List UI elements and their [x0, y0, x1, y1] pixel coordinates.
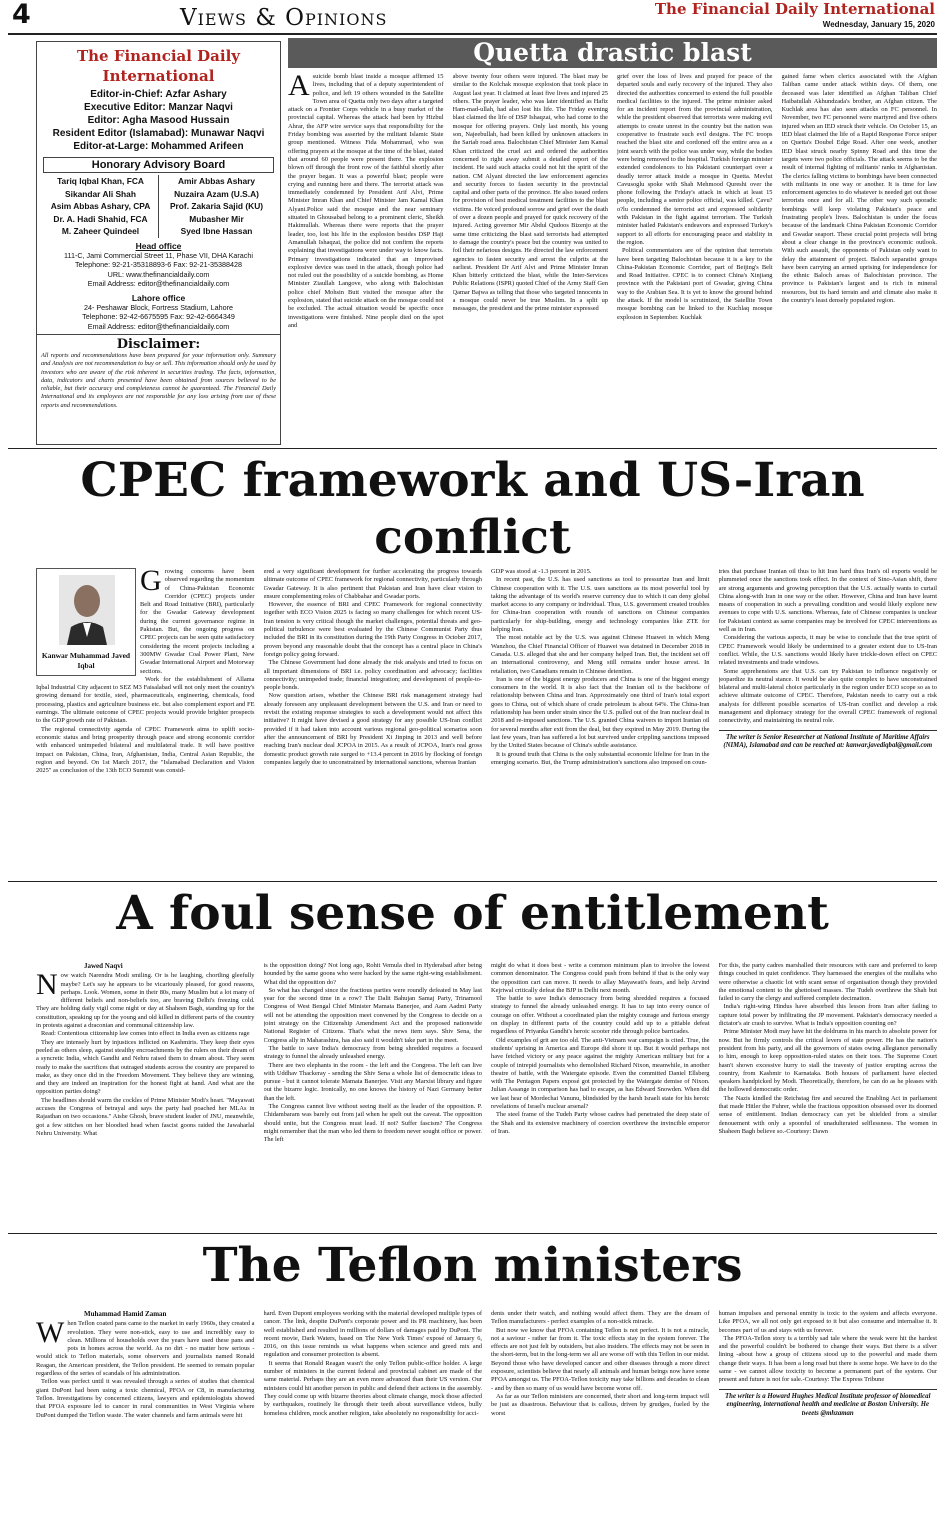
header-date: Wednesday, January 15, 2020 — [822, 20, 935, 29]
section-title: Views & Opinions — [180, 5, 388, 31]
paragraph: might do what it does best - write a common minimum plan to involve the lowest common denominator. The Congress could push from behind if that is the only way the opposition cart can move. It needs to allay Mayawati's fears, and help Arvind Kejriwal critically defeat the BJP in Delhi next month. — [491, 962, 710, 994]
email-line: Email Address: editor@thefinancialdaily.com — [87, 279, 230, 288]
paragraph: India's right-wing Hindus have absorbed this lesson from Iran after failing to capture total power by infiltrating the JP movement. Pakistan's democracy needed a dictator's air crash to survive. What is India's opposition counting on? — [718, 1003, 937, 1028]
byline: Muhammad Hamid Zaman — [84, 1310, 167, 1318]
lahore-office-address — [37, 303, 280, 332]
executive-editor: Executive Editor: Manzar Naqvi — [84, 102, 233, 113]
paragraph: hard. Even Dupont employees working with the material developed multiple types of cancer. The link, despite DuPont's corporate power and its PR machinery, has been well established and resulted in millions of dollars of damages paid by DuPont. The recent movie, Dark Waters, based on The New York Times' exposé of January 6, 2016, on this issue reminds us what happens when science and greed mix and regulation and consumer protection is absent. — [263, 1310, 482, 1359]
paragraph: Political commentators are of the opinion that terrorists have been targeting Balochistan because it is a key to the China-Pakistan Economic Corridor, part of Beijing's Belt and Road Initiative. CPEC is to connect China's Xinjiang province with the Pakistani port of Gwadar, giving China way to the Arabian Sea. It is yet to know the ground behind the attack. If the model is scrutinized, the Satellite Town mosque bombing can be linked to the Kuchlaq mosque explosion in September. Kuchlak — [617, 247, 773, 321]
board-member: Syed Ibne Hassan — [180, 226, 253, 236]
dropcap: G — [140, 568, 162, 597]
lahore-office-title: Lahore office — [131, 292, 186, 303]
paragraph: tries that purchase Iranian oil thus to hit Iran hard thus Iran's oil exports would be plummeted once the sanctions took effect. In the context of Sino-Asian shift, there are strong arguments and growing perception that the U.S. actually wants to curtail China along-with Iran in one way or the other. However, China and Iran have learnt means of cooperation in such a prevailing condition and would likely explore new avenues to cope with U.S. sanctions. Whereas, fate of Chinese companies is unclear for Pakistani context as same companies may be involved for CPEC interventions as well as in Iran. — [718, 568, 937, 634]
paragraph: The steel frame of the Tudeh Party whose cadres had penetrated the deep state of the Shah and its extensive machinery of coercion overthrew the invincible emperor of Iran. — [491, 1111, 710, 1135]
paragraph: They are intensely hurt by injustices inflicted on Kashmiris. They keep their eyes peeled as others sleep, against stealthy encroachments by the rulers on their dream of a syncretic India, which Gandhi and Nehru raised them to dream about. They seem ready to make the sacrifices that outraged students across the country are prepared to make, as they once did in the Freedom Movement. They believe they are winning, and they are indeed an inspiration for the honest fight at hand. And what are the opposition parties doing? — [36, 1038, 255, 1096]
quetta-title-banner — [288, 38, 937, 68]
paragraph: There are two elephants in the room - the left and the Congress. The left can live with Uddhav Thackeray - sending the Shiv Sena a whole list of democratic ideas to pursue - but it cannot tolerate Mamata Banerjee. Visit any Marxist library and figure out the bizarre logic. Ironically, no one knows the history of Nazi Germany better than the left. — [263, 1061, 482, 1102]
paragraph: As far as our Teflon ministers are concerned, their short and long-term impact will be just as disastrous. Behaviour that is callous, driven by grudges, fueled by the worst — [491, 1392, 710, 1417]
article-column — [719, 962, 938, 1230]
paragraph: suicide bomb blast inside a mosque affirmed 15 lives, including that of a deputy superintendent of police, and left 19 others wounded in the Satellite Town area of Quetta only two days after a targeted attack on a Frontier Corps vehicle in a busy market of the provincial capital. Whereas the attack had been by Hizbul Ahrar, the AFP wire service says that responsibility for the Friday bombing was asserted by the militant Islamic State group mentioned. Witness Fida Mohammad, who was offering prayers at the mosque at the time of the blast, stated that around 60 people were present there. The explosion blown off through the front row of the faithful shortly after the prayer began. It was a powerful blast; people were crying and running here and there. The terrorist attack was immediately condemned by President Arif Alvi, Prime Minister Imran Khan and Chief Minister Jam Kamal Khan Alyani.Police said the mosque and the near seminary situated in Ghousabad belong to a prominent cleric, Sheikh Hakimullah. Whereas there were reports that the prayer leader, too, lost his life in the explosion besides DSP Haji Amanullah Ishaqzai, the police did not confirm the reports explaining that investigations were under way to know facts. Primary investigations indicated that an improvised explosive device was used in the attack, though police had not ruled out the possibility of a suicide bombing, as Home Minister Ziaullah Langove, who along with Balochistan police chief Mohsin Butt visited the mosque after the explosion, stated that suicide attack on the mosque could not be excluded. The actual situation would be specific once investigations were finished. Nine people died on the spot and — [288, 73, 444, 329]
paragraph: So what has changed since the fractious parties were roundly defeated in May last year for the second time in a row? The Dalit Bahujan Samaj Party, Trinamool Congress of West Bengal Chief Minister Mamata Banerjee, and Aam Aadmi Party will not be attending the opposition meet convened by the Congress to decide on a joint strategy on the Citizenship Amendment Act and the proposed nationwide National Register of Citizens. That's what the news item says. Shiv Sena, the Congress ally in Maharashtra, has also said it wouldn't take part in the meet. — [263, 986, 482, 1044]
article-column — [617, 73, 773, 445]
article-column — [36, 1310, 255, 1516]
paragraph: For this, the party cadres marshalled their resources with care and preferred to keep things couched in quiet confidence. They harnessed the energies of the mullahs who were otherwise a chaotic lot with scant sense of organisation though they provided the emotional content to the ghettoised masses. The Tudeh overthrew the Shah but failed to carry the clergy and suffered complete decimation. — [718, 962, 937, 1003]
paragraph: The PFOA-Teflon story is a terribly sad tale where the weak were hit the hardest and the powerful couldn't be bothered to change their ways. But there is a silver lining -about how a group of citizens stood up to the powerful and made them change their ways. It has been a long road but there is some hope. We have to do the same - we cannot allow toxicity to become a permanent part of the system. Our present and future is not for sale.-Courtesy: The Express Tribune — [718, 1334, 937, 1384]
page-header — [0, 0, 945, 34]
paragraph: Iran is one of the biggest energy producers and China is one of the biggest energy consumers in the world. It is also fact that the Iranian oil is the backbone of relationship between China and Iran. Approximately one third of Iran's total export goes to China, out of which share of crude petroleum is about 64%. The China-Iran relationship has been under strain since the U.S. pulled out of the Iran nuclear deal in 2018 and re-imposed sanctions. The U.S. granted China waivers to import Iranian oil for several months after exit from the deal, but they expired in May 2019. During the last few years, Iran has suffered a lot but survived under crippling sanctions imposed by the United States because of China's subtle assistance. — [491, 675, 710, 750]
article-column — [264, 568, 483, 878]
paragraph: The Congress cannot live without seeing itself as the leader of the opposition. P. Chidambaram was barely out from jail when he spelt out the caveat. The opposition should unite, but the Congress must lead. If not? Suffer fascism? The Congress might remember that the man who led them to freedom never sought office or power. The left — [263, 1103, 482, 1144]
paragraph: In recent past, the U.S. has used sanctions as tool to pressurize Iran and limit Chinese cooperation with it. The U.S. uses sanctions as its most powerful tool by taking the advantage of its world's reserve currency due to which it can deny global market access to any company or individual. Thus, U.S. government created troubles for China-Iran cooperation with rounds of sanctions on Chinese companies particularly for ship-building, energy and technology companies like ZTE for helping Iran. — [491, 576, 710, 634]
article-column — [491, 962, 710, 1230]
masthead-box — [36, 41, 281, 445]
article-column — [782, 73, 938, 445]
editor-at-large: Editor-at-Large: Mohammed Arifeen — [73, 141, 244, 152]
paragraph: The regional connectivity agenda of CPEC Framework aims to uplift socio-economic status and bring prosperity through peace and strong economic corridor with enhanced unimpeded bilateral and multilateral trade. It will have positive impact on Pakistan, China, Iran, Afghanistan, India, Central Asian Republic, the region and beyond. On 1st March 2017, the "Islamabad Declaration and Vision 2025" as conclusion of the 13th ECO Summit was consid- — [36, 725, 255, 775]
quetta-article — [288, 73, 937, 445]
article-column — [491, 1310, 710, 1516]
head-office-address — [37, 251, 280, 289]
paragraph: The headlines should warm the cockles of Prime Minister Modi's heart. "Mayawati accuses the Congress of betrayal and says the party had poached her MLAs in Rajasthan on two occasions." Aishe Ghosh, brave student leader of JNU, meanwhile, got a few stitches on her bloodied head when fascist goons raided the Jawaharlal Nehru University. What — [36, 1096, 255, 1137]
advisory-board — [43, 175, 274, 238]
paragraph: Some apprehensions are that U.S. can try Pakistan to influence negatively or jeopardize its neutral stance. It would be also quite complex to have unconstrained bilateral and multi-lateral choice particularly in the region under ECO scope so as to achieve ultimate outcome of CPEC. Therefore, Pakistan needs to carry out a risk analysis for different possible scenarios of US-Iran conflict and develop a risk management and diplomacy strategy for the overall CPEC framework of regional connectivity, and maintaining its neutral role. — [718, 667, 937, 725]
board-member: Asim Abbas Ashary, CPA — [50, 201, 151, 211]
phone-line: Telephone: 92-21-35318893-6 Fax: 92-21-35388428 — [74, 260, 243, 269]
article-column — [719, 1310, 938, 1516]
article-column — [491, 568, 710, 878]
paragraph: Now question arises, whether the Chinese BRI risk management strategy had already foreseen any unpleasant development between the U.S. and Iran or need to revisit the existing response strategies to such a development would not affect this initiative? It might have devised a good strategy for any possible US-Iran conflict provided if it had taken into account various regional geo-political scenarios soon after the announcement of BRI by President Xi Jinping in 2013 and well before reaching Iran's nuclear deal JCPOA in 2015. As a result of JCPOA, Iran's real gross domestic product growth rate surged to +13.4 percent in 2016 by flocking of foreign companies largely due to unconstrained by international sanctions, whereas Iranian — [263, 692, 482, 766]
paragraph: dents under their watch, and nothing would affect them. They are the dream of Teflon manufacturers - perfect examples of a non-stick miracle. — [491, 1310, 710, 1326]
board-member: Sikandar Ali Shah — [65, 188, 136, 199]
header-paper-name: The Financial Daily International — [654, 0, 935, 18]
board-right — [159, 175, 274, 238]
paragraph: The Nazis kindled the Reichstag fire and secured the Enabling Act in parliament that made Hitler the Fuhrer, while the fractious opposition obsessed over its doomed sense of entitlement. Indian democracy can yet be shielded from a similar denouement with only a spoonful of unadulterated selflessness. The women in Shaheen Bagh believe so.-Courtesy: Dawn — [718, 1094, 937, 1135]
board-left — [43, 175, 159, 238]
paragraph: above twenty four others were injured. The blast may be similar to the Kolchak mosque explosion that took place in August last year. It claimed at least five lives and injured 25 others. The prayer leader, who was later identified as Hafiz Ham-mad-ullah, had also lost his life. The Friday evening blast claimed the life of DSP Ishaqzai, who had come to the mosque for offering prayers. Only last month, his young son, Najeebullah, had been killed by unknown attackers in the Sariab road area. Balochistan Chief Minister Jam Kamal Khan criticized the cruel act and ordered the authorities concerned to right away submit a detailed report of the incident. He said such attacks could not hit the spirit of the nation. CM Alyani directed the law enforcement agencies and security forces to fasten security in the provincial capital and other parts of the province. He also issued orders for provision of best medical treatment facilities to the blast victims. He voiced profound sorrow and grief over the death of over a dozen people and prayed for quick recovery of the injured. Acting governor Mir Abdul Qudoos Bizenjo at the same time criticizing the blast said terrorists had attempted to damage the country's peace but the country was united to foil their nefarious designs. He directed the law enforcement agencies to fasten security and arrest the culprits at the earliest. President Dr Arif Alvi and Prime Minister Imran Khan bitterly criticized the blast, while the Inter-Services Public Relations (ISPR) quoted Chief of the Army Staff Gen Qamar Bajwa as telling that those who targeted innocents in a mosque could never be true Muslim. In a split up messages, the president and the prime minister expressed — [452, 73, 608, 313]
paragraph: gained fame when clerics associated with the Afghan Taliban came under attack within days. Of them, one deceased was later identified as Afghan Taliban Chief Haibatullah Akhundzada's brother, an Afghan citizen. The Kuchlak area has also seen attacks on FC personnel. In November, two FC personnel were martyred and five others injured when an IED struck their vehicle. On October 15, an IED blast claimed the life of a Rapid Response Force sniper on Quetta's Doubel Edge Road. After one week, another IED blast struck nearby Spinny Road and this time the targets were two police officials. The attack seems to be the result of internal fighting of militants' ranks in Afghanistan. The clerics falling victims to bombings have been connected with militants in one way or another. It is time for law enforcement agencies to do whatever is needed get out those terrorists once and for all. The other way such sporadic bombings will keep violating Pakistan's peace and frustrating people's lives. Balochistan is under the focus because of the landmark China Pakistan Economic Corridor and Gwadar seaport. These crucial point projects will bring about a clear change in the province's economic outlook. With such assault, the opponents of Pakistan only want to delay the attainment of project. Baloch separatist groups have been carrying an armed uprising for independence for the ethnic Baloch areas of Balochistan province. The province is Pakistan's largest and is rich in mineral resources, but its hard terrain and arid climate also make it the country's least densely populated region. — [781, 73, 937, 305]
address-line: 111-C, Jami Commercial Street 11, Phase VII, DHA Karachi — [64, 250, 253, 260]
dropcap: A — [288, 73, 310, 102]
board-member: Amir Abbas Ashary — [177, 176, 256, 186]
article-column — [36, 962, 255, 1230]
page-number: 4 — [12, 0, 31, 30]
paragraph: The Chinese Government had done already the risk analysis and tried to focus on all important dimensions of BRI i.e. policy coordination and advocacy; facilities connectivity; unimpeded trade; financial integration; and development of people-to-people bonds. — [263, 659, 482, 692]
board-member: Prof. Zakaria Sajid (KU) — [169, 201, 264, 211]
cpec-columns — [36, 568, 937, 878]
paragraph: Teflon was perfect until it was revealed through a series of studies that chemical giant DuPont had been using a toxic chemical, PFOA or C8, in manufacturing Teflon. Investigations by concerned citizens, lawyers and epidemiologists showed that PFOA exposure led to cancer in rural communities in West Virginia where DuPont dumped the Teflon waste. The water channels and farm animals were hit — [36, 1378, 255, 1419]
paragraph: is the opposition doing? Not long ago, Rohit Vemula died in Hyderabad after being hounded by the same goons who were backed by the same right-wing establishment. What did the opposition do? — [263, 962, 482, 986]
board-member: Dr. A. Hadi Shahid, FCA — [53, 213, 148, 224]
paragraph: The battle to save India's democracy from being shredded requires a focused strategy to funnel the already unleashed energy. It has to tap into every ounce of courage on offer. Without a coordinated plan the mighty courage and furious energy on display in different parts of the country could add up to a pitiable defeat regardless of Priyanka Gandhi's heroic scooter ride through police barricades. — [491, 995, 710, 1036]
url-line: URL: www.thefinancialdaily.com — [107, 269, 210, 279]
paragraph: It seems that Ronald Reagan wasn't the only Teflon public-office holder. A large number of ministers in the current federal and provincial cabinet are made of the same material. Perhaps they are an even more advanced than their US version. Our ministers could hit another person in public and defend their actions in the assembly. They could come up with bizarre theories about climate change, mock those affected by earthquakes, routinely lie through their teeth about surveillance videos, bully homeless children, mock another religion, take absolutely no responsibility for acci- — [263, 1359, 482, 1417]
author-note: The writer is a Howard Hughes Medical Institute professor of biomedical engineering, international health and medicine at Boston University. He tweets @mhzaman — [719, 1389, 938, 1419]
address-line: 24- Peshawar Block, Fortress Stadium, Lahore — [83, 302, 233, 312]
advisory-board-title: Honorary Advisory Board — [43, 157, 274, 173]
email-line: Email Address: editor@thefinancialdaily.com — [87, 321, 230, 331]
foul-headline: A foul sense of entitlement — [116, 886, 829, 941]
paragraph: GDP was stood at -1.3 percent in 2015. — [491, 568, 592, 575]
byline: Jawed Naqvi — [84, 962, 123, 970]
teflon-article — [36, 1310, 937, 1516]
paragraph: Prime Minister Modi may have hit the doldrums in his march to absolute power for now. But he firmly controls the critical levers of state power. He has the nation's president from his party, and all the governors of states owing allegiance personally to him, enough to keep opposition-ruled states on their toes. The Supreme Court hasn't shown excessive hurry to stall the travesty of justice erupting across the country, from Kashmir to Karnataka. Both houses of parliament have elected speakers handpicked by Modi. Theoretically, therefore, he can do as he pleases with the hollowed democratic order. — [718, 1028, 937, 1094]
article-column — [453, 73, 609, 445]
paragraph: The battle to save India's democracy from being shredded requires a focused strategy to funnel the already unleashed energy. — [263, 1044, 482, 1061]
article-column — [36, 568, 255, 878]
foul-article — [36, 962, 937, 1230]
photo-spacer — [36, 568, 140, 680]
article-column — [288, 73, 444, 445]
board-member: Tariq Iqbal Khan, FCA — [57, 176, 144, 186]
paragraph: Old examples of grit are too old. The anti-Vietnam war campaign is cited. True, the students' uprising in America and Europe did shore it up. But it would perhaps not have fetched victory or any peace against the mighty American military but for a couple of intrepid journalists who demolished Richard Nixon, meanwhile, in another theatre of battle, with the Watergate episode. Even the committed Daniel Ellsberg with The Pentagon Papers exposé got protected by the Watergate demise of Nixon. Julian Assange in comparison has had to escape, as has Edward Snowden. When did we last hear of Mordechai Vanunu, blindsided by the harsh Israeli state for his heroic revelations of Israel's nuclear arsenal? — [491, 1036, 710, 1111]
paragraph: grief over the loss of lives and prayed for peace of the departed souls and early recovery of the injured. They also directed the authorities concerned to extend the full possible medical facilities to the injured. The prime minister asked for an incident report from the provincial administration, while the president observed that terrorists were making evil attempts to create unrest in the country but the nation was cooperative to frustrate such evil designs. The FC troops reached the blast site and cordoned off the entire area as a joint search with the police was under way, while the bodies were being removed to the hospital. Turkish foreign minister extended condolences to his Pakistani counterpart over a deadly terror attack inside a mosque in Quetta. Mevlut Cavusoglu spoke with Shah Mehmood Qureshi over the phone following the Friday's attack in which at least 15 people, including a senior police official, was killed. Çavu?o?lu condemned the terrorist act and expressed solidarity with Pakistan in the fight against terrorism. The Turkish minister hailed Pakistan's endeavors and expressed Turkey's support to all efforts for encouraging peace and stability in the region. — [617, 73, 773, 246]
article-column — [719, 568, 938, 878]
resident-editor: Resident Editor (Islamabad): Munawar Naqvi — [52, 128, 265, 139]
paragraph: ered a very significant development for further accelerating the progress towards ultimate outcome of CPEC framework for regional connectivity, particularly through Gwadar Gateway. It is also pertinent that Pakistan and Iran have clear vision to ensure complementing roles of Chabbahar and Gwadar ports. — [263, 568, 482, 600]
author-caption: Kanwar Muhammad Javed Iqbal — [41, 651, 131, 670]
phone-line: Telephone: 92-42-6675595 Fax: 92-42-6664349 — [82, 312, 235, 321]
paragraph: Work for the establishment of Allama Iqbal Industrial City adjacent to SEZ M3 Faisalabad will not only meet the country's growing demand for textile, steel, pharmaceuticals, engineering, chemicals, food processing, plastics and agriculture business etc. but also complement export and FE earnings. The ultimate outcome of CPEC projects would provide brighter prospects to the GDP growth rate of Pakistan. — [36, 675, 255, 725]
section-divider — [8, 1233, 937, 1234]
section-divider — [8, 881, 937, 882]
board-member: Mubasher Mir — [189, 213, 244, 224]
masthead-editors — [37, 88, 280, 153]
article-column — [264, 1310, 483, 1516]
paragraph: rowing concerns have been observed regarding the momentum of China-Pakistan Economic Corridor (CPEC) projects under Belt and Road Initiative (BRI), particularly for the Gwadar Gateway development during the current governance regime in Pakistan. But, the ongoing progress on CPEC projects can be seen quite satisfactory considering the recent projects including a 300MW Gwadar Coal Power Plant, New Gwadar International Airport and Motorway sections. — [140, 568, 255, 675]
editor-in-chief: Editor-in-Chief: Azfar Ashary — [90, 89, 227, 100]
paragraph: The most notable act by the U.S. was against Chinese Huawei in which Meng Wanzhou, the Chief Financial Officer of Huawei was detained in December 2018 in Canada. U.S. alleged that she and her company helped Iran. But, the incident set off an international controversy, and Meng still remains under house arrest. In retaliation, two Canadians remain in Chinese detention. — [491, 634, 710, 675]
section-divider — [8, 448, 937, 449]
paragraph: Read: Contentious citizenship law comes into effect in India even as citizens rage — [41, 1030, 250, 1038]
disclaimer-text: All reports and recommendations have been prepared for your information only. Summary and Analysis are not recommendation to buy or sell. This information should only be used by investors who are aware of the risk inherent in securities trading. The facts, information, data, indicators and charts presented have been obtained from sources believed to be reliable, but their accuracy and completeness cannot be guaranteed. The Financial Daily International and its employees are not responsible for any loss arising from use of these reports and recommendations. — [41, 352, 276, 409]
author-note: The writer is Senior Researcher at National Institute of Maritime Affairs (NIMA), Islamabad and can be reached at: kanwar.javediqbal@gmail.com — [719, 730, 938, 751]
teflon-headline: The Teflon ministers — [202, 1238, 743, 1293]
cpec-headline: CPEC framework and US-Iran conflict — [80, 453, 865, 565]
masthead-paper-name: The Financial Daily International — [76, 47, 241, 85]
board-member: Nuzaira Azam (U.S.A) — [174, 188, 259, 199]
paragraph: human impulses and personal enmity is toxic to the system and affects everyone. Like PFOA, we all not only get exposed to it but also consume and internalise it. It becomes part of us and stays with us forever. — [718, 1310, 937, 1334]
editor: Editor: Agha Masood Hussain — [87, 115, 230, 126]
head-office-title: Head office — [135, 240, 182, 251]
paragraph: ow watch Narendra Modi smiling. Or is he laughing, chortling gleefully maybe? Let's say he appears to be vicariously pleased, for good reasons, perhaps. Look. Women, some in their 80s, many Muslim but a lot many of different beliefs and non-beliefs too, are braving Delhi's freezing cold. They are holding daily vigil come night or day at Shaheen Bagh, standing up for the constitution, speaking up for the young and old killed in different parts of the country in protests against a draconian and communal citizenship law. — [36, 972, 255, 1030]
paragraph: Considering the various aspects, it may be wise to conclude that the true spirit of CPEC Framework would likely be undermined to a greater extent due to US-Iran conflict. While, the U.S. sanctions would likely have trickle-down effect on CPEC related investments and trade windows. — [718, 634, 937, 667]
paragraph: It is ground truth that China is the only substantial economic lifeline for Iran in the emerging scenario. But, the Trump administration's sanctions also imposed on coun- — [491, 750, 710, 766]
article-column — [264, 962, 483, 1230]
header-rule — [8, 33, 937, 35]
paragraph: hen Teflon coated pans came to the market in early 1960s, they created a revolution. They were non-stick, easy to use and incredibly easy to clean. Millions of households over the years have used these pans and pots in homes across the world. As no dirt - no matter how serious - would stick to Teflon materials, some observers and journalists named Ronald Reagan, the American president, the Teflon president. He seemed to remain popular regardless of the series of scandals of his administration. — [36, 1320, 255, 1378]
dropcap: N — [36, 968, 58, 1002]
board-member: M. Zaheer Quindeel — [61, 226, 140, 236]
paragraph: But now we know that PFOA containing Teflon is not perfect. It is not a miracle, not a saviour - rather far from it. The toxic effects stay in the system forever. The effects are not just felt by outsiders, but also insiders. The effects may not be seen in the short-term, but in the long-term we all are worse off with this Teflon in our midst. Beyond those who have developed cancer and other diseases through a more direct exposure, scientists believe that nearly all animals and human beings now have some PFOA amongst us. The PFOA-Teflon toxicity may take billions and decades to clean - and by then so many of us would have become worse off. — [491, 1326, 710, 1392]
disclaimer-title: Disclaimer: — [37, 334, 280, 352]
paragraph: However, the essence of BRI and CPEC Framework for regional connectivity together with ECO Vision 2025 is facing so many challenges for which recent US-Iran tension is very critical though the market challenges, potential threats and geo-political turbulence were best evaluated by the Chinese Communist Party thus included the BRI in its constitution during the 19th Party Congress in October 2017, proven beyond any reasonable doubt that the concept has a central place in China's foreign policy going forward. — [263, 601, 482, 658]
cpec-article — [36, 568, 937, 878]
dropcap: W — [36, 1316, 65, 1350]
quetta-title: Quetta drastic blast — [473, 38, 752, 67]
